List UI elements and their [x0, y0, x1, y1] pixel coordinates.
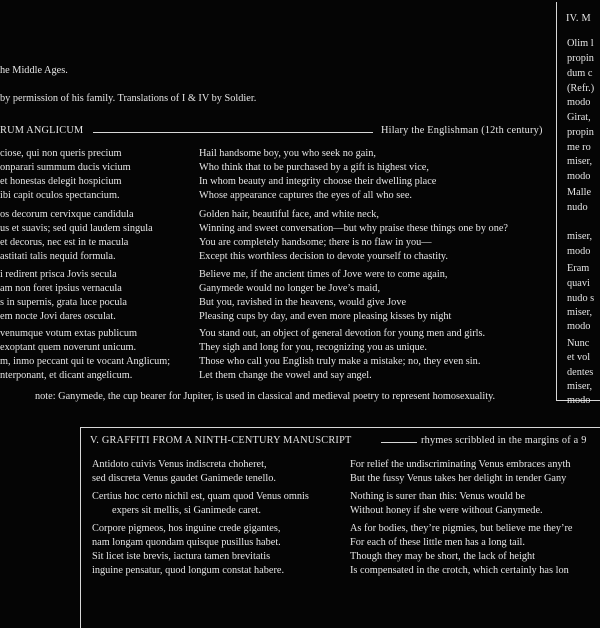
- s4-line: Malle: [567, 187, 592, 198]
- latin-line: i redirent prisca Jovis secula: [0, 269, 117, 280]
- s4-line: modo: [567, 395, 591, 406]
- s4-line: modo: [567, 321, 591, 332]
- latin-line: et honestas delegit hospicium: [0, 176, 122, 187]
- s4-line: miser,: [567, 231, 593, 242]
- latin-line: Corpore pigmeos, hos inguine crede gigantes,: [92, 523, 281, 534]
- section5-attribution: rhymes scribbled in the margins of a 9: [421, 435, 587, 446]
- s4-line: propin: [567, 127, 594, 138]
- english-line: Ganymede would no longer be Jove’s maid,: [199, 283, 381, 294]
- s4-line: modo: [567, 97, 591, 108]
- latin-line: nam longam quondam quisque pusillus habet.: [92, 537, 281, 548]
- latin-line: ciose, qui non queris precium: [0, 148, 122, 159]
- s4-line: Nunc: [567, 338, 590, 349]
- section4-title: IV. M: [566, 13, 591, 24]
- section3-title: RUM ANGLICUM: [0, 125, 84, 136]
- english-line: Believe me, if the ancient times of Jove were to come again,: [199, 269, 448, 280]
- s4-line: miser,: [567, 307, 593, 318]
- latin-line: expers sit mellis, si Ganimede caret.: [112, 505, 261, 516]
- s4-line: nudo: [567, 202, 588, 213]
- english-line: Pleasing cups by day, and even more pleasing kisses by night: [199, 311, 452, 322]
- latin-line: m, inmo peccant qui te vocant Anglicum;: [0, 356, 171, 367]
- s4-line: miser,: [567, 381, 593, 392]
- english-line: Though they may be short, the lack of height: [350, 551, 536, 562]
- s4-line: me ro: [567, 142, 591, 153]
- latin-line: inguine pensatur, quod longum constat habere.: [92, 565, 285, 576]
- s4-line: et vol: [567, 352, 591, 363]
- s4-line: Girat,: [567, 112, 591, 123]
- s4-line: quavi: [567, 278, 590, 289]
- s4-line: Eram: [567, 263, 590, 274]
- english-line: They sigh and long for you, recognizing you as unique.: [199, 342, 427, 353]
- s4-line: miser,: [567, 156, 593, 167]
- english-line: Those who call you English truly make a mistake; no, they even sin.: [199, 356, 481, 367]
- latin-line: Antidoto cuivis Venus indiscreta choheret,: [92, 459, 267, 470]
- latin-line: em nocte Jovi dares osculat.: [0, 311, 116, 322]
- s4-line: (Refr.): [567, 83, 595, 94]
- english-line: In whom beauty and integrity choose their dwelling place: [199, 176, 437, 187]
- latin-line: us et suavis; sed quid laudem singula: [0, 223, 153, 234]
- intro-line-2: by permission of his family. Translations of I & IV by Soldier.: [0, 93, 257, 104]
- latin-line: astitati talis nequid formula.: [0, 251, 116, 262]
- english-line: You stand out, an object of general devotion for young men and girls.: [199, 328, 486, 339]
- english-line: For each of these little men has a long tail.: [350, 537, 525, 548]
- s4-line: dum c: [567, 68, 593, 79]
- s4-line: dentes: [567, 367, 594, 378]
- latin-line: Certius hoc certo nichil est, quam quod Venus omnis: [92, 491, 309, 502]
- latin-line: os decorum cervixque candidula: [0, 209, 134, 220]
- latin-line: Sit licet iste brevis, iactura tamen brevitatis: [92, 551, 271, 562]
- s4-line: nudo s: [567, 293, 595, 304]
- latin-line: s in supernis, grata luce pocula: [0, 297, 127, 308]
- english-line: Winning and sweet conversation—but why praise these things one by one?: [199, 223, 508, 234]
- english-line: But you, ravished in the heavens, would give Jove: [199, 297, 407, 308]
- latin-line: et decorus, nec est in te macula: [0, 237, 129, 248]
- english-line: But the fussy Venus takes her delight in tender Gany: [350, 473, 567, 484]
- english-line: Is compensated in the crotch, which certainly has lon: [350, 565, 569, 576]
- intro-line-1: he Middle Ages.: [0, 65, 68, 76]
- s4-line: Olim l: [567, 38, 594, 49]
- section3-note: note: Ganymede, the cup bearer for Jupiter, is used in classical and medieval poetry to represent homosexuality.: [35, 391, 496, 402]
- english-line: Hail handsome boy, you who seek no gain,: [199, 148, 376, 159]
- s4-line: modo: [567, 171, 591, 182]
- latin-line: onparari summum ducis vicium: [0, 162, 131, 173]
- latin-line: am non foret ipsius vernacula: [0, 283, 122, 294]
- english-line: As for bodies, they’re pigmies, but believe me they’re: [350, 523, 573, 534]
- english-line: You are completely handsome; there is no flaw in you—: [199, 237, 432, 248]
- english-line: Who think that to be purchased by a gift is highest vice,: [199, 162, 429, 173]
- latin-line: nterponant, et dicant angelicum.: [0, 370, 133, 381]
- english-line: Let them change the vowel and say angel.: [199, 370, 372, 381]
- section3-attribution: Hilary the Englishman (12th century): [381, 125, 543, 136]
- s4-line: propin: [567, 53, 594, 64]
- english-line: Golden hair, beautiful face, and white neck,: [199, 209, 379, 220]
- english-line: Whose appearance captures the eyes of all who see.: [199, 190, 412, 201]
- latin-line: ibi capit oculos spectancium.: [0, 190, 120, 201]
- english-line: Without honey if she were without Ganymede.: [350, 505, 543, 516]
- latin-line: sed discreta Venus gaudet Ganimede tenello.: [92, 473, 276, 484]
- english-line: Nothing is surer than this: Venus would be: [350, 491, 526, 502]
- latin-line: exoptant quem noverunt unicum.: [0, 342, 137, 353]
- latin-line: venumque votum extas publicum: [0, 328, 137, 339]
- section5-title: V. GRAFFITI FROM A NINTH-CENTURY MANUSCRIPT: [90, 435, 352, 446]
- s4-line: modo: [567, 246, 591, 257]
- english-line: Except this worthless decision to devote yourself to chastity.: [199, 251, 448, 262]
- english-line: For relief the undiscriminating Venus embraces anyth: [350, 459, 571, 470]
